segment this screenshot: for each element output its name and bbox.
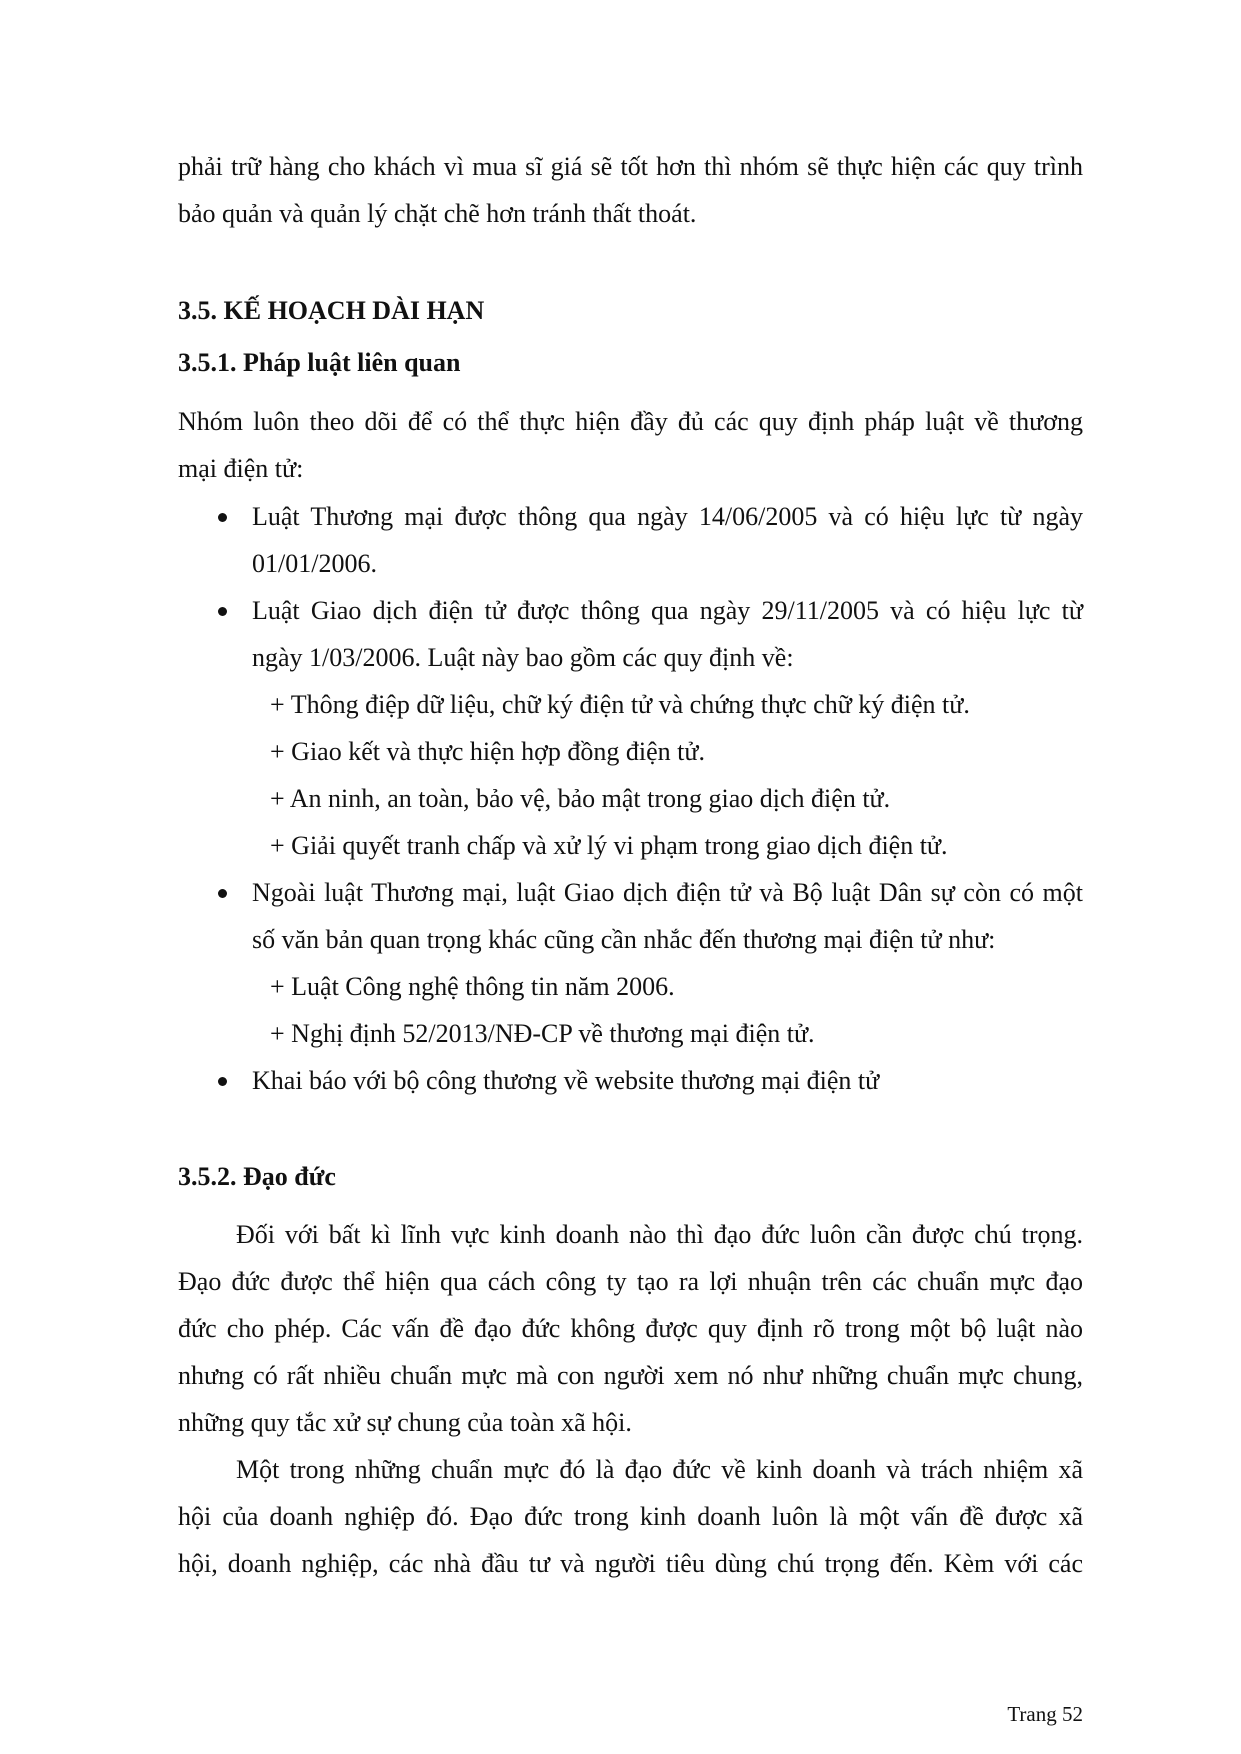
bullet-2-sub-4: + Giải quyết tranh chấp và xử lý vi phạm trong giao dịch điện tử. [270,831,948,860]
bullet-1-line-1: Luật Thương mại được thông qua ngày 14/06/2005 và có hiệu lực từ ngày [252,502,1083,531]
intro-line-1: phải trữ hàng cho khách vì mua sĩ giá sẽ tốt hơn thì nhóm sẽ thực hiện các quy trình [178,152,1083,181]
ethics-para-1-line-5: những quy tắc xử sự chung của toàn xã hội. [178,1408,632,1437]
subsection-title-legal: 3.5.1. Pháp luật liên quan [178,348,461,377]
bullet-3-line-2: số văn bản quan trọng khác cũng cần nhắc đến thương mại điện tử như: [252,925,996,954]
bullet-4-line-1: Khai báo với bộ công thương về website thương mại điện tử [252,1066,880,1095]
bullet-2-line-2: ngày 1/03/2006. Luật này bao gồm các quy định về: [252,643,794,672]
ethics-para-2-line-1: Một trong những chuẩn mực đó là đạo đức về kinh doanh và trách nhiệm xã [236,1455,1083,1484]
ethics-para-1-line-2: Đạo đức được thể hiện qua cách công ty tạo ra lợi nhuận trên các chuẩn mực đạo [178,1267,1083,1296]
bullet-icon [218,607,227,616]
ethics-para-2-line-3: hội, doanh nghiệp, các nhà đầu tư và người tiêu dùng chú trọng đến. Kèm với các [178,1549,1083,1578]
legal-intro-line-1: Nhóm luôn theo dõi để có thể thực hiện đầy đủ các quy định pháp luật về thương [178,407,1083,436]
document-page [178,0,1083,1754]
bullet-icon [218,513,227,522]
bullet-3-sub-2: + Nghị định 52/2013/NĐ-CP về thương mại điện tử. [270,1019,815,1048]
bullet-2-sub-3: + An ninh, an toàn, bảo vệ, bảo mật trong giao dịch điện tử. [270,784,891,813]
bullet-icon [218,1077,227,1086]
intro-line-2: bảo quản và quản lý chặt chẽ hơn tránh thất thoát. [178,199,697,228]
bullet-icon [218,889,227,898]
page-number: Trang 52 [1007,1702,1083,1726]
bullet-2-sub-2: + Giao kết và thực hiện hợp đồng điện tử. [270,737,705,766]
ethics-para-1-line-3: đức cho phép. Các vấn đề đạo đức không được quy định rõ trong một bộ luật nào [178,1314,1083,1343]
bullet-1-line-2: 01/01/2006. [252,549,377,578]
bullet-3-sub-1: + Luật Công nghệ thông tin năm 2006. [270,972,675,1001]
bullet-2-line-1: Luật Giao dịch điện tử được thông qua ngày 29/11/2005 và có hiệu lực từ [252,596,1083,625]
section-title: 3.5. KẾ HOẠCH DÀI HẠN [178,296,485,325]
legal-intro-line-2: mại điện tử: [178,454,304,483]
ethics-para-2-line-2: hội của doanh nghiệp đó. Đạo đức trong kinh doanh luôn là một vấn đề được xã [178,1502,1083,1531]
subsection-title-ethics: 3.5.2. Đạo đức [178,1162,336,1191]
ethics-para-1-line-4: nhưng có rất nhiều chuẩn mực mà con người xem nó như những chuẩn mực chung, [178,1361,1083,1390]
bullet-3-line-1: Ngoài luật Thương mại, luật Giao dịch điện tử và Bộ luật Dân sự còn có một [252,878,1083,907]
bullet-2-sub-1: + Thông điệp dữ liệu, chữ ký điện tử và chứng thực chữ ký điện tử. [270,690,970,719]
ethics-para-1-line-1: Đối với bất kì lĩnh vực kinh doanh nào thì đạo đức luôn cần được chú trọng. [236,1220,1083,1249]
